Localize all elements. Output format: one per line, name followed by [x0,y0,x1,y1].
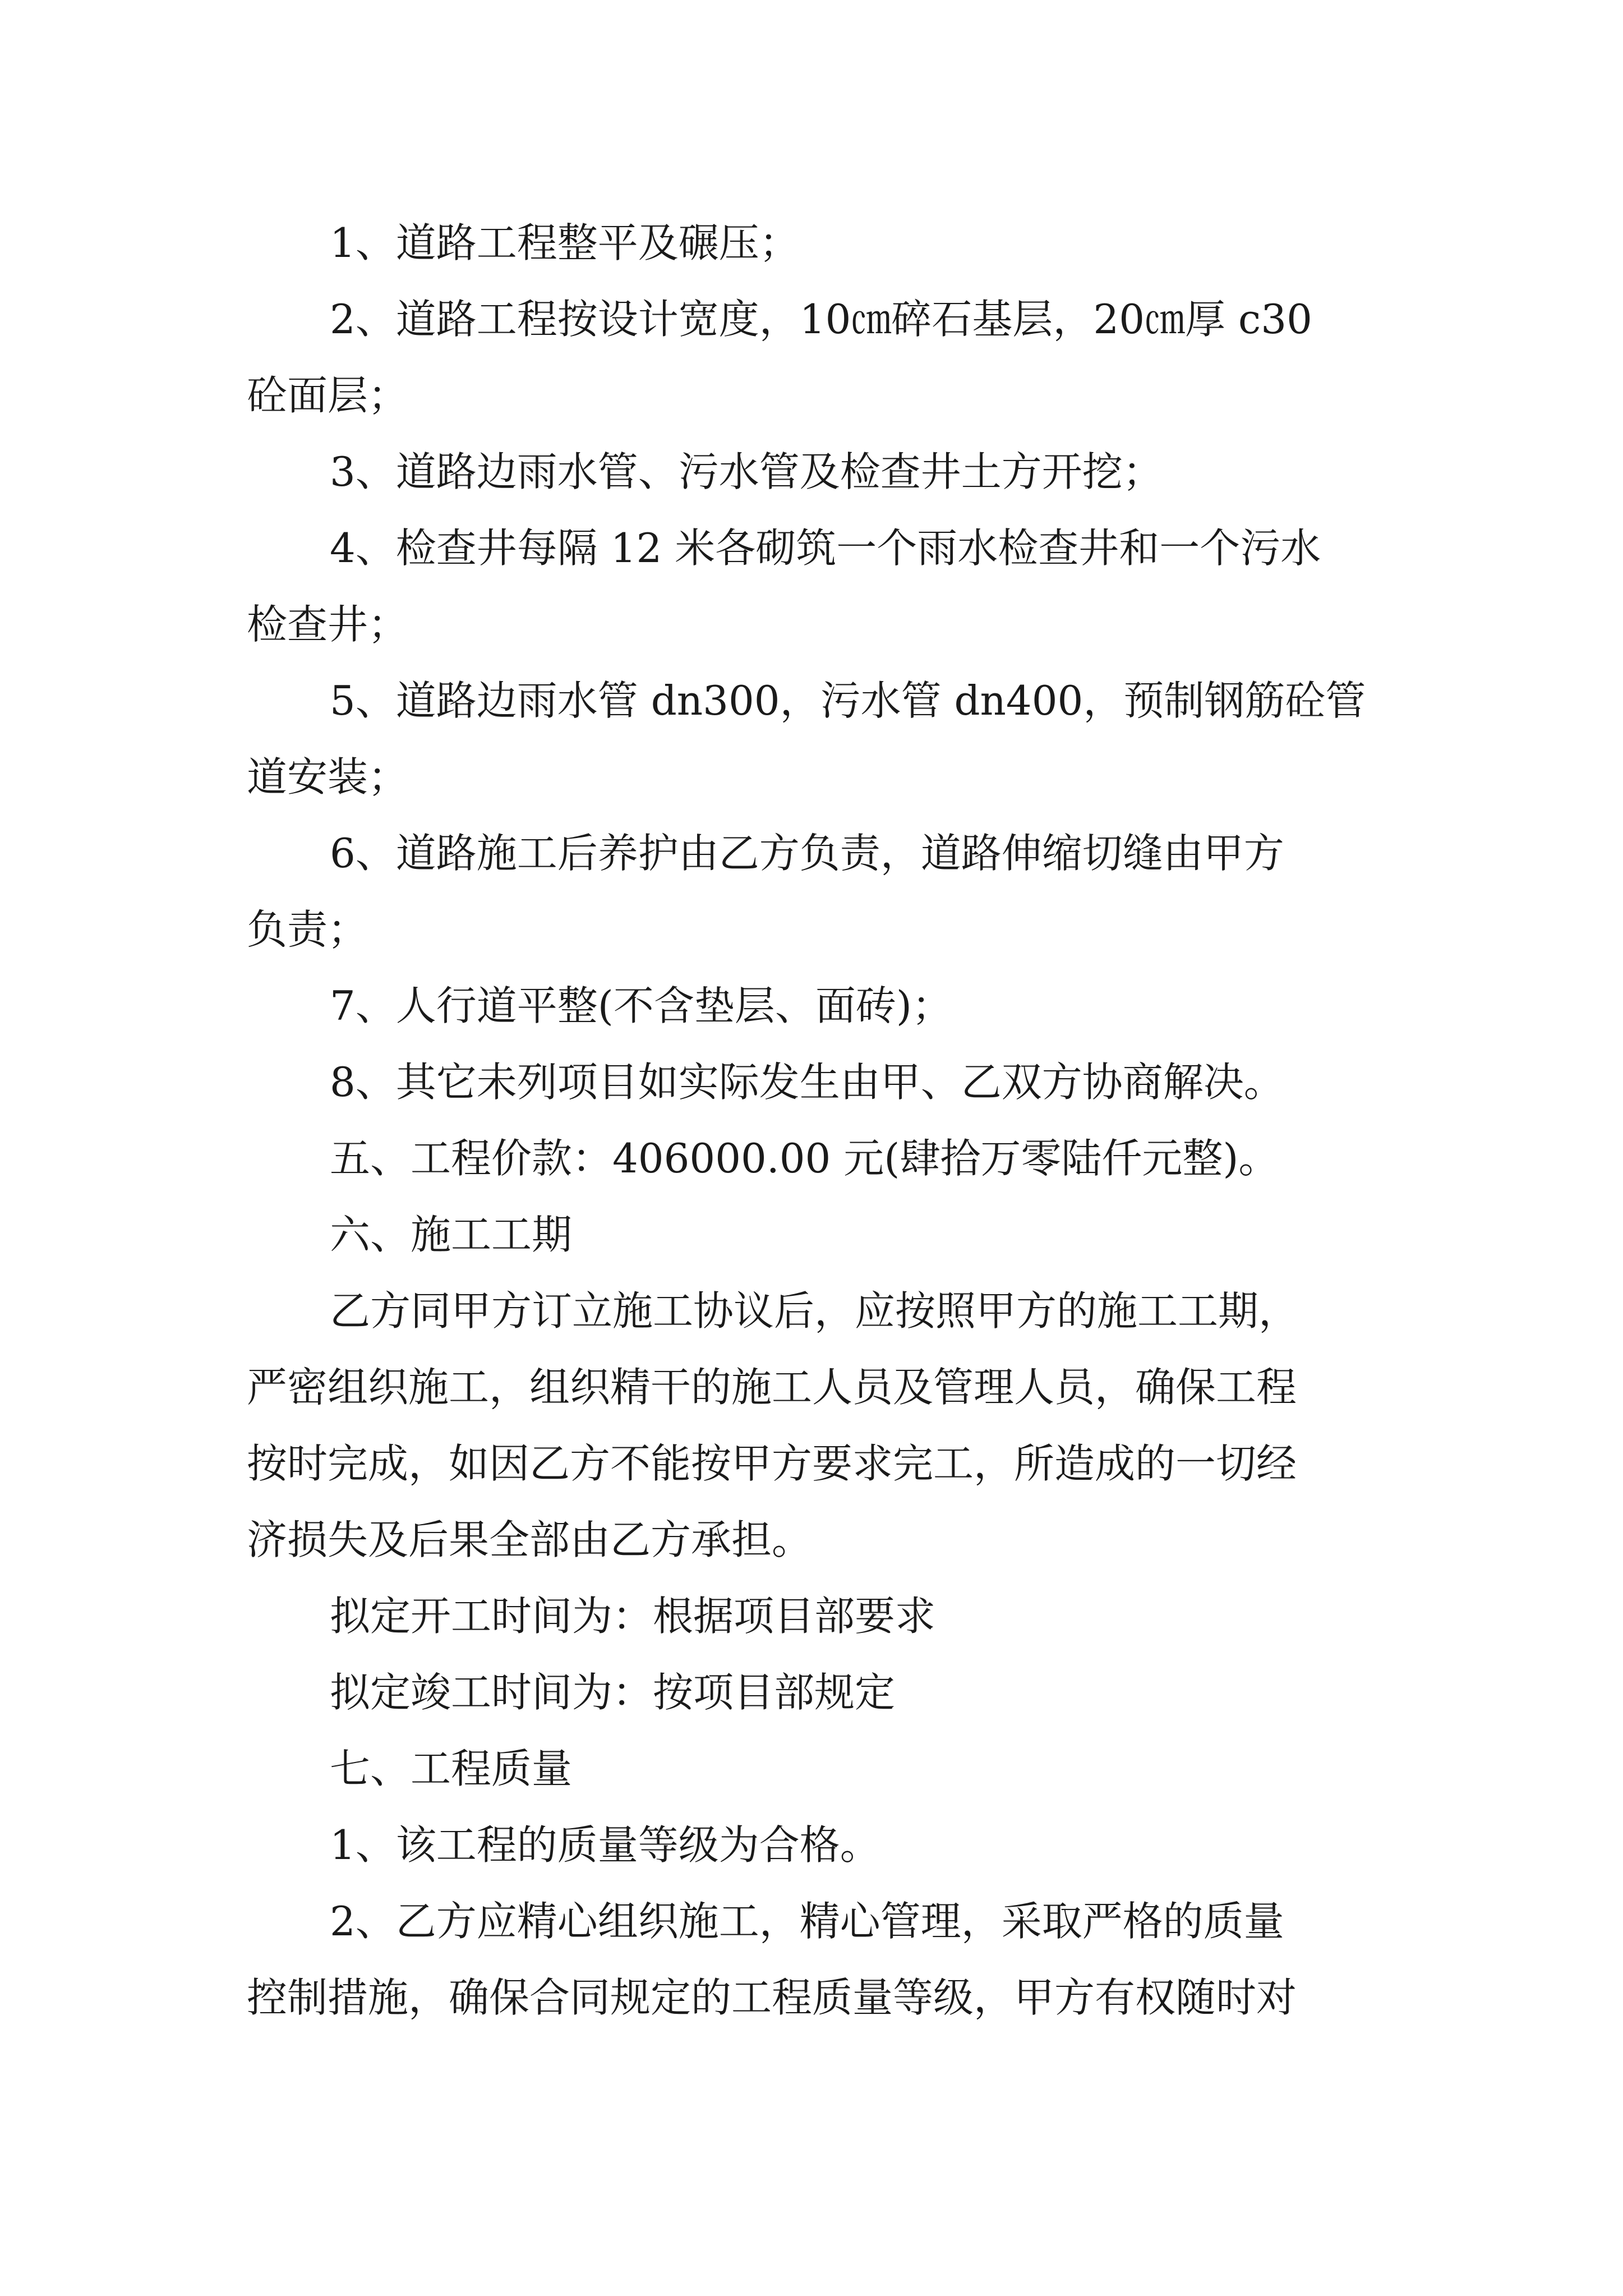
paragraph-line: 控制措施，确保合同规定的工程质量等级，甲方有权随时对 [247,1974,1297,2021]
paragraph-line: 2、道路工程按设计宽度，10㎝碎石基层，20㎝厚 c30 [330,296,1312,343]
paragraph-line: 2、乙方应精心组织施工，精心管理，采取严格的质量 [330,1898,1284,1945]
paragraph-line: 拟定开工时间为：根据项目部要求 [330,1593,936,1640]
paragraph-line: 8、其它未列项目如实际发生由甲、乙双方协商解决。 [330,1059,1284,1106]
paragraph-line: 7、人行道平整(不含垫层、面砖)； [330,982,952,1029]
paragraph-line: 济损失及后果全部由乙方承担。 [247,1516,813,1563]
paragraph-line: 负责； [247,906,368,953]
paragraph-line: 道安装； [247,753,409,800]
paragraph-line: 5、道路边雨水管 dn300，污水管 dn400，预制钢筋砼管 [330,677,1366,724]
paragraph-line: 3、道路边雨水管、污水管及检查井土方开挖； [330,448,1163,495]
paragraph-line: 砼面层； [247,372,409,419]
paragraph-line: 1、该工程的质量等级为合格。 [330,1821,880,1869]
document-body [247,205,1380,2036]
section-heading: 六、施工工期 [330,1211,573,1258]
paragraph-line: 1、道路工程整平及碾压； [330,219,800,266]
section-heading: 五、工程价款：406000.00 元(肆拾万零陆仟元整)。 [330,1135,1279,1182]
section-heading: 七、工程质量 [330,1745,573,1792]
paragraph-line: 检查井； [247,601,409,648]
paragraph-line: 4、检查井每隔 12 米各砌筑一个雨水检查井和一个污水 [330,524,1321,572]
paragraph-line: 严密组织施工，组织精干的施工人员及管理人员，确保工程 [247,1364,1297,1411]
paragraph-line: 按时完成，如因乙方不能按甲方要求完工，所造成的一切经 [247,1440,1297,1487]
paragraph-line: 拟定竣工时间为：按项目部规定 [330,1669,896,1716]
paragraph-line: 乙方同甲方订立施工协议后，应按照甲方的施工工期， [330,1287,1299,1335]
paragraph-line: 6、道路施工后养护由乙方负责，道路伸缩切缝由甲方 [330,830,1284,877]
